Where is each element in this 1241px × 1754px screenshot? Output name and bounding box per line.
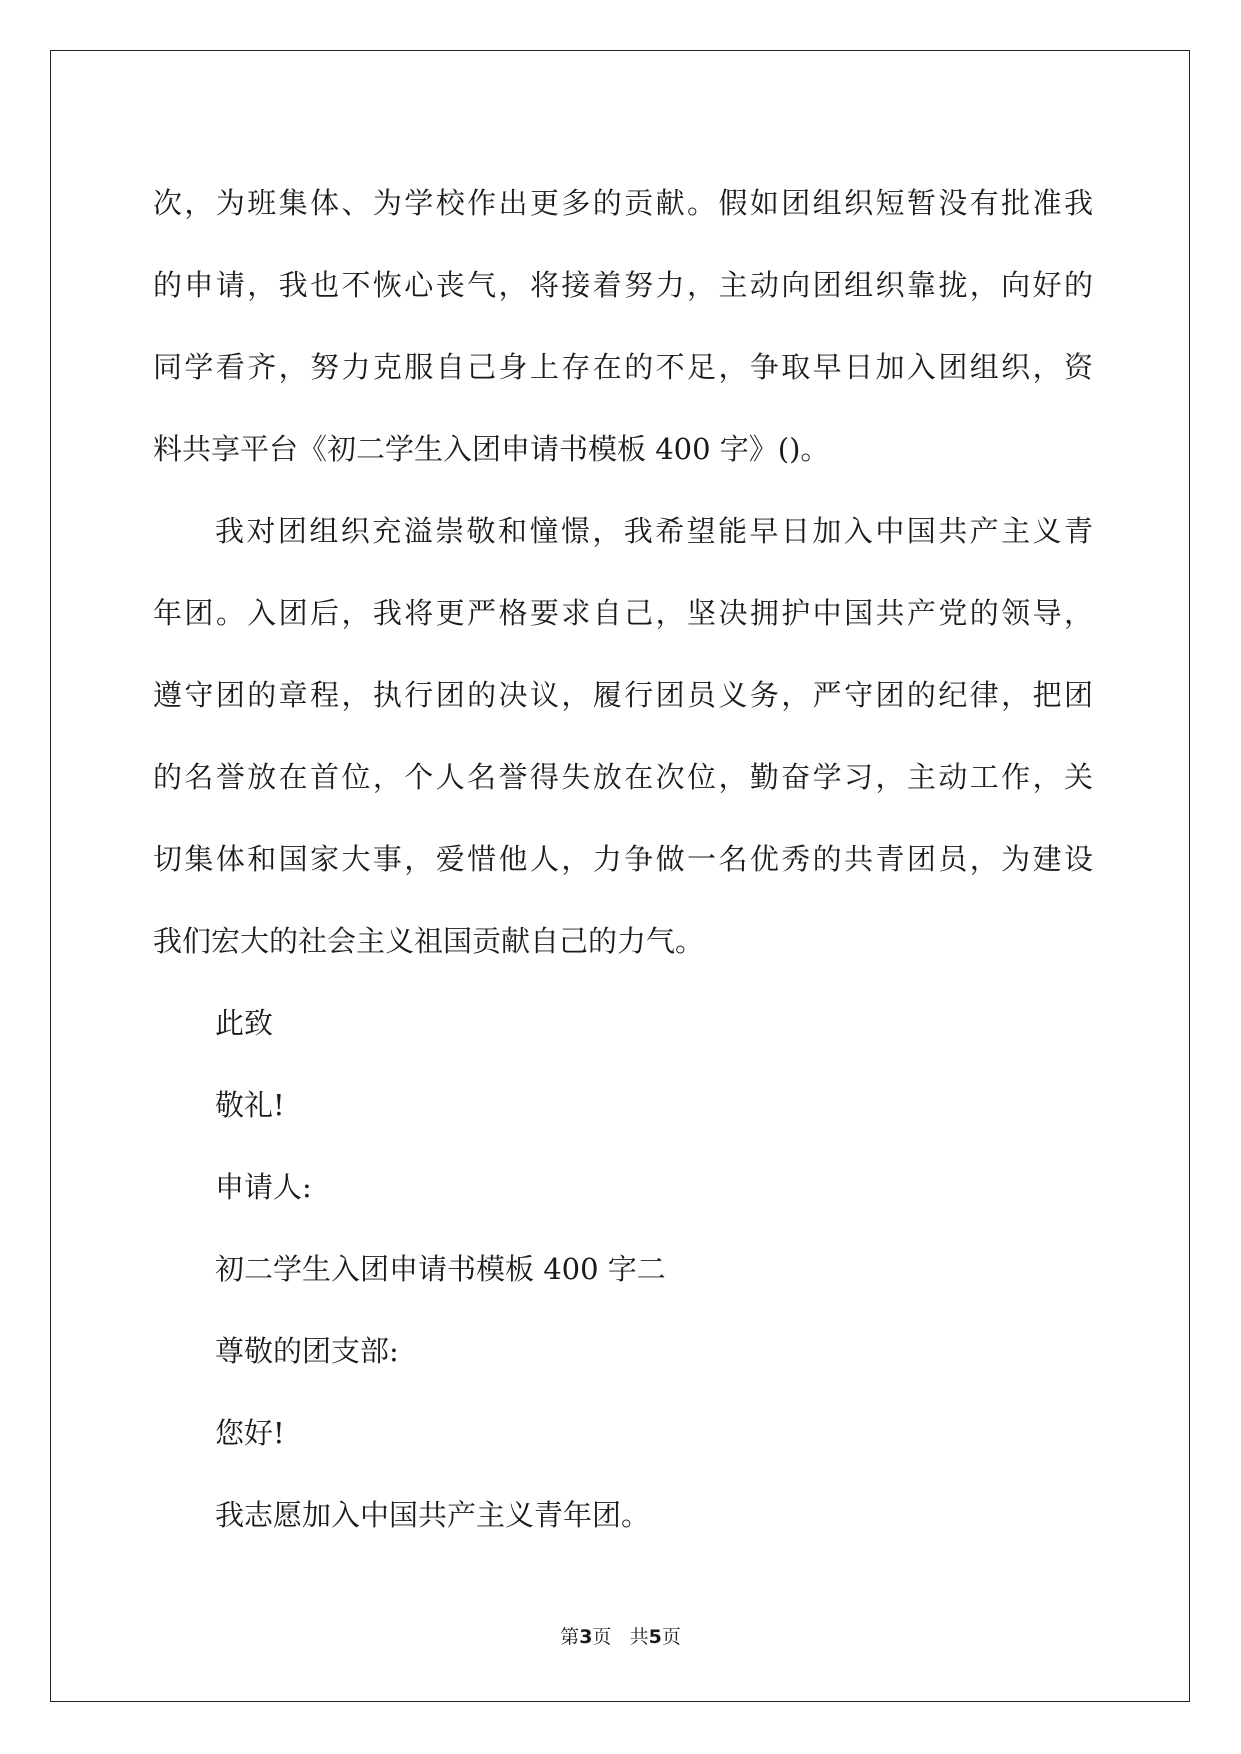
paragraph-line: 我们宏大的社会主义祖国贡献自己的力气。 [153, 924, 705, 958]
second-letter-title: 初二学生入团申请书模板 400 字二 [215, 1252, 666, 1286]
closing-salutation: 此致 [215, 1006, 274, 1040]
paragraph-commitment [153, 490, 1093, 982]
paragraph-line: 同学看齐，努力克服自己身上存在的不足，争取早日加入团组织，资 [153, 350, 1093, 384]
paragraph-line: 切集体和国家大事，爱惜他人，力争做一名优秀的共青团员，为建设 [153, 842, 1093, 876]
applicant-label: 申请人: [215, 1170, 312, 1204]
total-suffix: 页 [661, 1626, 681, 1648]
second-letter-addressee: 尊敬的团支部: [215, 1334, 399, 1368]
second-letter-opening: 我志愿加入中国共产主义青年团。 [215, 1498, 651, 1532]
current-page-number: 3 [579, 1626, 593, 1648]
paragraph-line: 我对团组织充溢崇敬和憧憬，我希望能早日加入中国共产主义青 [215, 514, 1093, 548]
paragraph-line: 次，为班集体、为学校作出更多的贡献。假如团组织短暂没有批准我 [153, 186, 1093, 220]
document-body [153, 162, 1093, 1556]
page-prefix: 第 [560, 1626, 580, 1648]
paragraph-continuation [153, 162, 1093, 490]
total-page-count: 5 [648, 1626, 662, 1648]
paragraph-line: 的申请，我也不恢心丧气，将接着努力，主动向团组织靠拢，向好的 [153, 268, 1093, 302]
page-footer [0, 1622, 1241, 1649]
closing-respect: 敬礼! [215, 1088, 285, 1122]
paragraph-line: 料共享平台《初二学生入团申请书模板 400 字》()。 [153, 432, 830, 466]
paragraph-line: 年团。入团后，我将更严格要求自己，坚决拥护中国共产党的领导， [153, 596, 1093, 630]
second-letter-greeting: 您好! [215, 1416, 285, 1450]
paragraph-line: 的名誉放在首位，个人名誉得失放在次位，勤奋学习，主动工作，关 [153, 760, 1093, 794]
paragraph-line: 遵守团的章程，执行团的决议，履行团员义务，严守团的纪律，把团 [153, 678, 1093, 712]
total-prefix: 共 [629, 1626, 649, 1648]
page-suffix: 页 [592, 1626, 612, 1648]
